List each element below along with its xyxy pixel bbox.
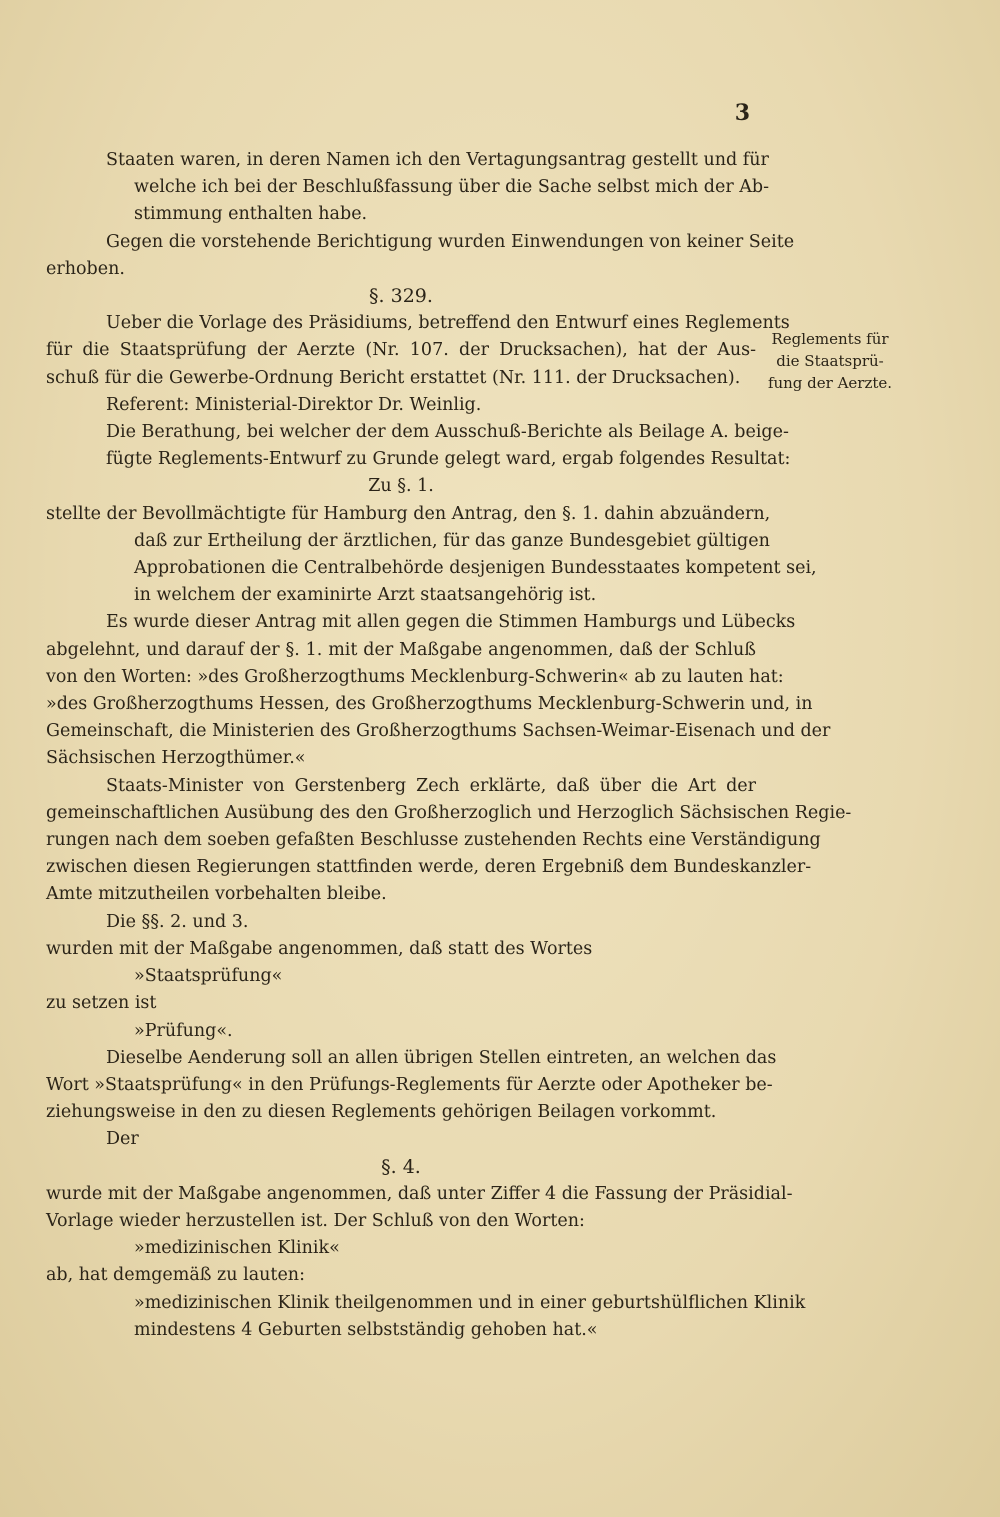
section-heading: §. 4. bbox=[381, 1155, 421, 1178]
text-line: wurden mit der Maßgabe angenommen, daß statt des Wortes bbox=[46, 938, 593, 959]
text-line: Die Berathung, bei welcher der dem Ausschuß-Berichte als Beilage A. beige- bbox=[106, 422, 789, 443]
text-line: fügte Reglements-Entwurf zu Grunde gelegt ward, ergab folgendes Resultat: bbox=[106, 449, 791, 470]
text-line: in welchem der examinirte Arzt staatsangehörig ist. bbox=[134, 585, 597, 606]
text-line: für die Staatsprüfung der Aerzte (Nr. 107. der Drucksachen), hat der Aus- bbox=[46, 340, 756, 361]
margin-note-line: fung der Aerzte. bbox=[767, 374, 893, 392]
text-line: Referent: Ministerial-Direktor Dr. Weinlig. bbox=[106, 394, 482, 415]
text-line: Sächsischen Herzogthümer.« bbox=[46, 748, 306, 769]
text-line: Wort »Staatsprüfung« in den Prüfungs-Reglements für Aerzte oder Apotheker be- bbox=[46, 1074, 773, 1095]
text-line: mindestens 4 Geburten selbstständig gehoben hat.« bbox=[134, 1319, 598, 1340]
text-line: erhoben. bbox=[46, 258, 125, 279]
text-line: Die §§. 2. und 3. bbox=[106, 911, 249, 932]
text-line: »medizinischen Klinik« bbox=[134, 1238, 340, 1259]
text-line: Es wurde dieser Antrag mit allen gegen die Stimmen Hamburgs und Lübecks bbox=[106, 612, 796, 633]
text-line: Vorlage wieder herzustellen ist. Der Schluß von den Worten: bbox=[46, 1210, 585, 1231]
text-line: Zu §. 1. bbox=[368, 476, 434, 497]
text-line: von den Worten: »des Großherzogthums Mecklenburg-Schwerin« ab zu lauten hat: bbox=[46, 666, 784, 687]
margin-note-line: die Staatsprü- bbox=[776, 352, 884, 370]
text-line: stimmung enthalten habe. bbox=[134, 204, 368, 225]
text-line: Ueber die Vorlage des Präsidiums, betreffend den Entwurf eines Reglements bbox=[106, 313, 790, 334]
text-line: »Prüfung«. bbox=[134, 1020, 233, 1041]
text-line: Staaten waren, in deren Namen ich den Vertagungsantrag gestellt und für bbox=[106, 150, 769, 170]
text-line: ziehungsweise in den zu diesen Reglements gehörigen Beilagen vorkommt. bbox=[46, 1102, 717, 1123]
text-line: Gegen die vorstehende Berichtigung wurden Einwendungen von keiner Seite bbox=[106, 231, 795, 252]
text-line: welche ich bei der Beschlußfassung über die Sache selbst mich der Ab- bbox=[134, 177, 770, 198]
text-line: Amte mitzutheilen vorbehalten bleibe. bbox=[46, 884, 387, 905]
text-line: »Staatsprüfung« bbox=[134, 966, 283, 987]
text-line: gemeinschaftlichen Ausübung des den Großherzoglich und Herzoglich Sächsischen Regie- bbox=[46, 802, 852, 823]
text-line: Dieselbe Aenderung soll an allen übrigen Stellen eintreten, an welchen das bbox=[106, 1047, 777, 1068]
text-line: stellte der Bevollmächtigte für Hamburg den Antrag, den §. 1. dahin abzuändern, bbox=[46, 503, 771, 524]
text-line: Approbationen die Centralbehörde desjenigen Bundesstaates kompetent sei, bbox=[134, 558, 817, 579]
text-line: ab, hat demgemäß zu lauten: bbox=[46, 1265, 305, 1286]
document-body bbox=[46, 147, 852, 1344]
text-line: wurde mit der Maßgabe angenommen, daß unter Ziffer 4 die Fassung der Präsidial- bbox=[46, 1183, 793, 1204]
text-line: schuß für die Gewerbe-Ordnung Bericht erstattet (Nr. 111. der Drucksachen). bbox=[46, 367, 741, 388]
text-line: daß zur Ertheilung der ärztlichen, für das ganze Bundesgebiet gültigen bbox=[134, 530, 770, 551]
text-line: Gemeinschaft, die Ministerien des Großherzogthums Sachsen-Weimar-Eisenach und der bbox=[46, 721, 831, 742]
margin-note bbox=[760, 328, 900, 394]
section-heading: §. 329. bbox=[369, 285, 433, 308]
margin-note-line: Reglements für bbox=[771, 330, 889, 348]
text-line: »medizinischen Klinik theilgenommen und in einer geburtshülflichen Klinik bbox=[134, 1292, 806, 1313]
text-line: »des Großherzogthums Hessen, des Großherzogthums Mecklenburg-Schwerin und, in bbox=[46, 694, 813, 715]
text-line: zu setzen ist bbox=[46, 993, 157, 1014]
text-line: rungen nach dem soeben gefaßten Beschlusse zustehenden Rechts eine Verständigung bbox=[46, 830, 821, 851]
text-line: Staats-Minister von Gerstenberg Zech erklärte, daß über die Art der bbox=[106, 775, 756, 796]
text-line: Der bbox=[106, 1129, 139, 1150]
text-line: abgelehnt, und darauf der §. 1. mit der Maßgabe angenommen, daß der Schluß bbox=[46, 639, 756, 660]
text-line: zwischen diesen Regierungen stattfinden werde, deren Ergebniß dem Bundeskanzler- bbox=[46, 857, 812, 878]
page-number: 3 bbox=[734, 100, 750, 126]
